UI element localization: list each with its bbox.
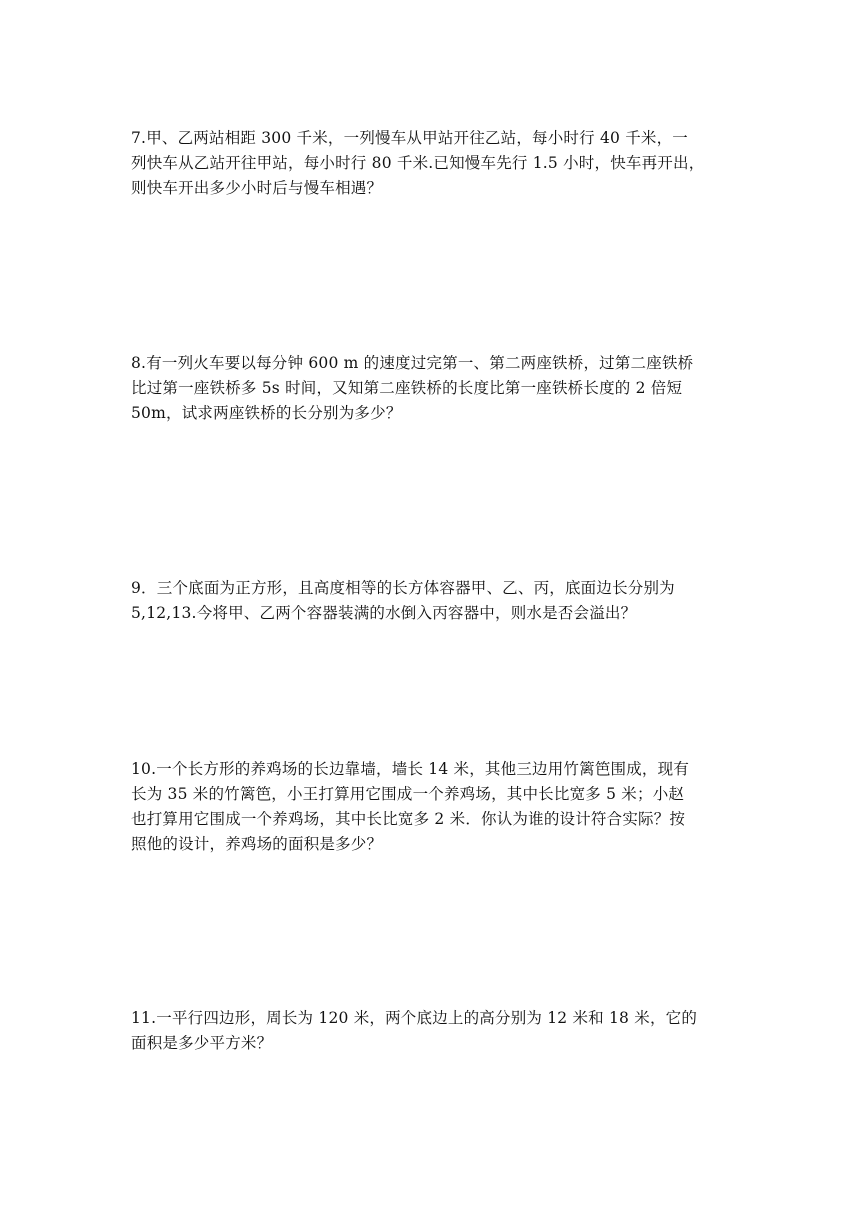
problem-line: 11.一平行四边形，周长为 120 米，两个底边上的高分别为 12 米和 18 米，它的 (131, 1009, 698, 1027)
problem-line: 列快车从乙站开往甲站，每小时行 80 千米.已知慢车先行 1.5 小时，快车再开出， (131, 154, 705, 172)
problem-line: 面积是多少平方米？ (131, 1034, 273, 1052)
problem-line: 8.有一列火车要以每分钟 600 m 的速度过完第一、第二两座铁桥，过第二座铁桥 (131, 354, 694, 372)
problem-line: 5,12,13.今将甲、乙两个容器装满的水倒入丙容器中，则水是否会溢出？ (131, 604, 637, 622)
problem-11 (131, 1006, 731, 1056)
problem-line: 50m，试求两座铁桥的长分别为多少？ (131, 404, 402, 422)
problem-line: 长为 35 米的竹篱笆，小王打算用它围成一个养鸡场，其中长比宽多 5 米；小赵 (131, 785, 685, 803)
problem-line: 则快车开出多少小时后与慢车相遇？ (131, 179, 383, 197)
problem-line: 9．三个底面为正方形，且高度相等的长方体容器甲、乙、丙，底面边长分别为 (131, 579, 675, 597)
problem-8 (131, 351, 731, 426)
problem-9 (131, 576, 731, 626)
problem-line: 7.甲、乙两站相距 300 千米，一列慢车从甲站开往乙站，每小时行 40 千米，一 (131, 129, 689, 147)
problem-line: 10.一个长方形的养鸡场的长边靠墙，墙长 14 米，其他三边用竹篱笆围成，现有 (131, 760, 690, 778)
problem-line: 比过第一座铁桥多 5s 时间，又知第二座铁桥的长度比第一座铁桥长度的 2 倍短 (131, 379, 683, 397)
problem-10 (131, 757, 731, 857)
problem-7 (131, 126, 731, 201)
problem-line: 照他的设计，养鸡场的面积是多少？ (131, 835, 383, 853)
problem-line: 也打算用它围成一个养鸡场，其中长比宽多 2 米．你认为谁的设计符合实际？按 (131, 810, 686, 828)
